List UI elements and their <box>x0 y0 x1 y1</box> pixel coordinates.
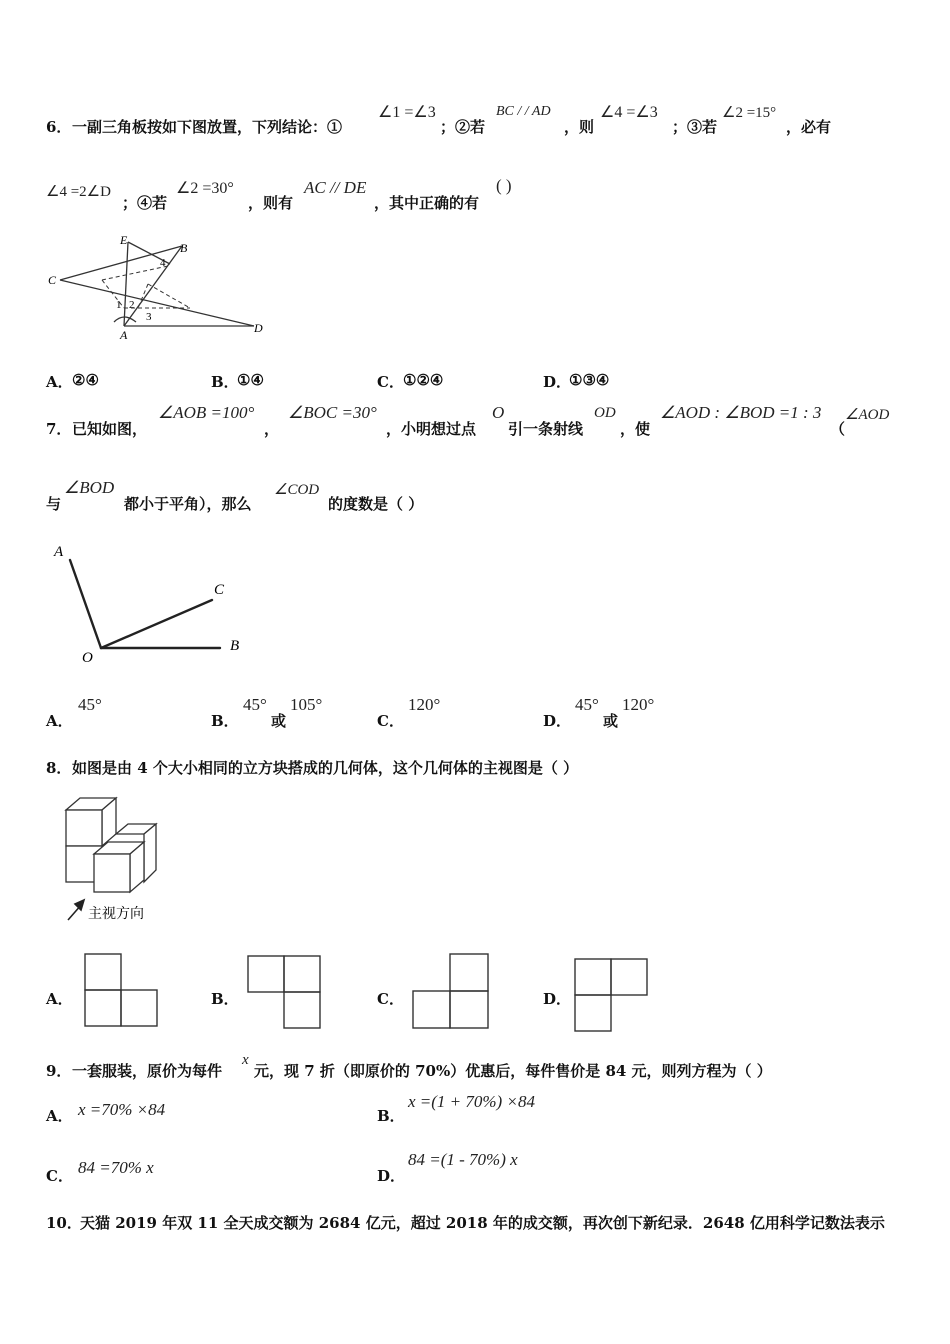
q7-option-c-letter[interactable]: C． <box>377 712 404 730</box>
q7-label-o: O <box>82 650 93 666</box>
q7-math-3: O <box>492 403 505 422</box>
q7-math-1: ∠AOB =100° <box>158 403 255 422</box>
fig-label-2: 2 <box>129 299 135 311</box>
q9-math-x: x <box>242 1052 249 1068</box>
ray-oc <box>101 600 212 648</box>
fig-label-e: E <box>120 233 128 247</box>
q7-option-b-or[interactable]: 或 <box>271 712 287 730</box>
q6-number: 6． <box>46 118 72 136</box>
q9-option-c[interactable]: 84 =70% x <box>78 1158 154 1177</box>
q6-option-c-letter[interactable]: C． <box>377 373 404 391</box>
q7-text-h: 的度数是（ ） <box>328 495 424 513</box>
fig-label-c: C <box>48 273 57 287</box>
q6-option-b-letter[interactable]: B． <box>211 373 239 391</box>
q7-text-d: ，使 <box>620 420 651 438</box>
q7-text-g: 都小于平角），那么 <box>124 495 252 513</box>
q8-option-b-figure[interactable] <box>247 955 323 1029</box>
q6-text-g: ，则有 <box>248 194 294 212</box>
q6-math-5: ∠4 =2∠D <box>46 184 111 200</box>
q9-text-a: 一套服装，原价为每件 <box>72 1062 223 1080</box>
q7-sep-1: ， <box>264 420 280 438</box>
q6-text-a: 一副三角板按如下图放置，下列结论：① <box>72 118 343 136</box>
q7-text-f: 与 <box>46 495 62 513</box>
q7-label-c: C <box>214 582 225 598</box>
q6-option-c[interactable]: ①②④ <box>403 371 444 389</box>
q6-text-c: ，则 <box>564 118 595 136</box>
q10-text: 天猫 2019 年双 11 全天成交额为 2684 亿元，超过 2018 年的成交额，再次创下新纪录．2648 亿用科学记数法表示 <box>80 1214 885 1232</box>
q6-figure <box>40 228 280 344</box>
fig-line-ba <box>124 246 182 326</box>
q7-math-8: ∠COD <box>274 482 320 498</box>
q7-option-b-letter[interactable]: B． <box>211 712 239 730</box>
q7-option-a-letter[interactable]: A． <box>46 712 73 730</box>
q6-text-h: ，其中正确的有 <box>374 194 480 212</box>
q8-text: 如图是由 4 个大小相同的立方块搭成的几何体，这个几何体的主视图是（ ） <box>72 759 579 777</box>
fig-dash-right <box>148 284 190 308</box>
q7-math-7: ∠BOD <box>64 478 115 497</box>
q8-option-c-figure[interactable] <box>412 952 490 1030</box>
q6-math-7: AC // DE <box>304 178 367 197</box>
q8-option-d-figure[interactable] <box>574 958 650 1034</box>
q9-option-d[interactable]: 84 =(1 - 70%) x <box>408 1150 518 1169</box>
q7-text-b: ，小明想过点 <box>386 420 477 438</box>
q7-option-b-v2[interactable]: 105° <box>290 695 323 714</box>
q8-option-a-figure[interactable] <box>84 952 158 1028</box>
q6-math-6: ∠2 =30° <box>176 180 234 197</box>
q6-option-d[interactable]: ①③④ <box>569 371 610 389</box>
q6-math-2: BC / / AD <box>496 104 551 119</box>
fig-label-b: B <box>180 241 188 255</box>
q7-option-d-letter[interactable]: D． <box>543 712 572 730</box>
q6-option-a[interactable]: ②④ <box>72 371 99 389</box>
q8-option-c-letter[interactable]: C． <box>377 990 404 1008</box>
q7-option-d-or[interactable]: 或 <box>603 712 619 730</box>
cube-top-front <box>66 810 102 846</box>
q9-option-a[interactable]: x =70% ×84 <box>78 1100 166 1119</box>
q7-math-5: ∠AOD : ∠BOD =1 : 3 <box>660 403 822 422</box>
q8-figure <box>58 794 178 924</box>
q6-text-f: ；④若 <box>122 194 168 212</box>
q8-option-d-letter[interactable]: D． <box>543 990 572 1008</box>
q8-option-a-letter[interactable]: A． <box>46 990 73 1008</box>
fig-label-3: 3 <box>146 311 152 323</box>
q7-math-2: ∠BOC =30° <box>288 403 377 422</box>
q6-math-3: ∠4 =∠3 <box>600 104 658 121</box>
q7-option-a-v1[interactable]: 45° <box>78 695 102 714</box>
fig-label-d: D <box>254 321 263 335</box>
cube-right-side <box>144 824 156 882</box>
q6-text-e: ，必有 <box>786 118 832 136</box>
q6-option-d-letter[interactable]: D． <box>543 373 572 391</box>
q8-option-b-letter[interactable]: B． <box>211 990 239 1008</box>
q7-label-b: B <box>230 638 240 654</box>
q6-math-1: ∠1 =∠3 <box>378 104 436 121</box>
q7-text-a: 已知如图， <box>72 420 148 438</box>
direction-label: 主视方向 <box>88 907 144 922</box>
fig-label-4: 4 <box>160 257 166 269</box>
q7-option-d-v2[interactable]: 120° <box>622 695 655 714</box>
q9-option-d-letter[interactable]: D． <box>377 1167 406 1185</box>
q7-number: 7． <box>46 420 72 438</box>
q9-option-a-letter[interactable]: A． <box>46 1107 73 1125</box>
q8-number: 8． <box>46 759 72 777</box>
q6-option-a-letter[interactable]: A． <box>46 373 73 391</box>
q7-option-c-v1[interactable]: 120° <box>408 695 441 714</box>
q7-option-d-v1[interactable]: 45° <box>575 695 599 714</box>
q6-paren: ( ) <box>496 176 512 195</box>
q7-math-6: ∠AOD <box>845 407 890 423</box>
fig-label-1: 1 <box>116 299 122 311</box>
q7-text-e: （ <box>830 420 846 438</box>
q7-option-b-v1[interactable]: 45° <box>243 695 267 714</box>
fig-line-cd <box>60 280 254 326</box>
q6-option-b[interactable]: ①④ <box>237 371 264 389</box>
direction-arrow-head <box>75 900 84 910</box>
q7-label-a: A <box>54 544 64 560</box>
q9-number: 9． <box>46 1062 72 1080</box>
q6-text-d: ；③若 <box>672 118 718 136</box>
fig-line-ea <box>124 242 128 326</box>
q7-figure <box>44 540 254 670</box>
q9-text-b: 元，现 7 折（即原价的 70%）优惠后，每件售价是 84 元，则列方程为（ ） <box>254 1062 772 1080</box>
cube-front-front <box>94 854 130 892</box>
q9-option-c-letter[interactable]: C． <box>46 1167 73 1185</box>
ray-oa <box>70 560 101 648</box>
q6-math-4: ∠2 =15° <box>722 105 777 121</box>
q9-option-b-letter[interactable]: B． <box>377 1107 405 1125</box>
q7-text-c: 引一条射线 <box>508 420 584 438</box>
q10-number: 10． <box>46 1214 82 1232</box>
q6-text-b: ；②若 <box>440 118 486 136</box>
q9-option-b[interactable]: x =(1 + 70%) ×84 <box>408 1092 535 1111</box>
fig-label-a: A <box>120 328 128 342</box>
q7-math-4: OD <box>594 405 616 421</box>
